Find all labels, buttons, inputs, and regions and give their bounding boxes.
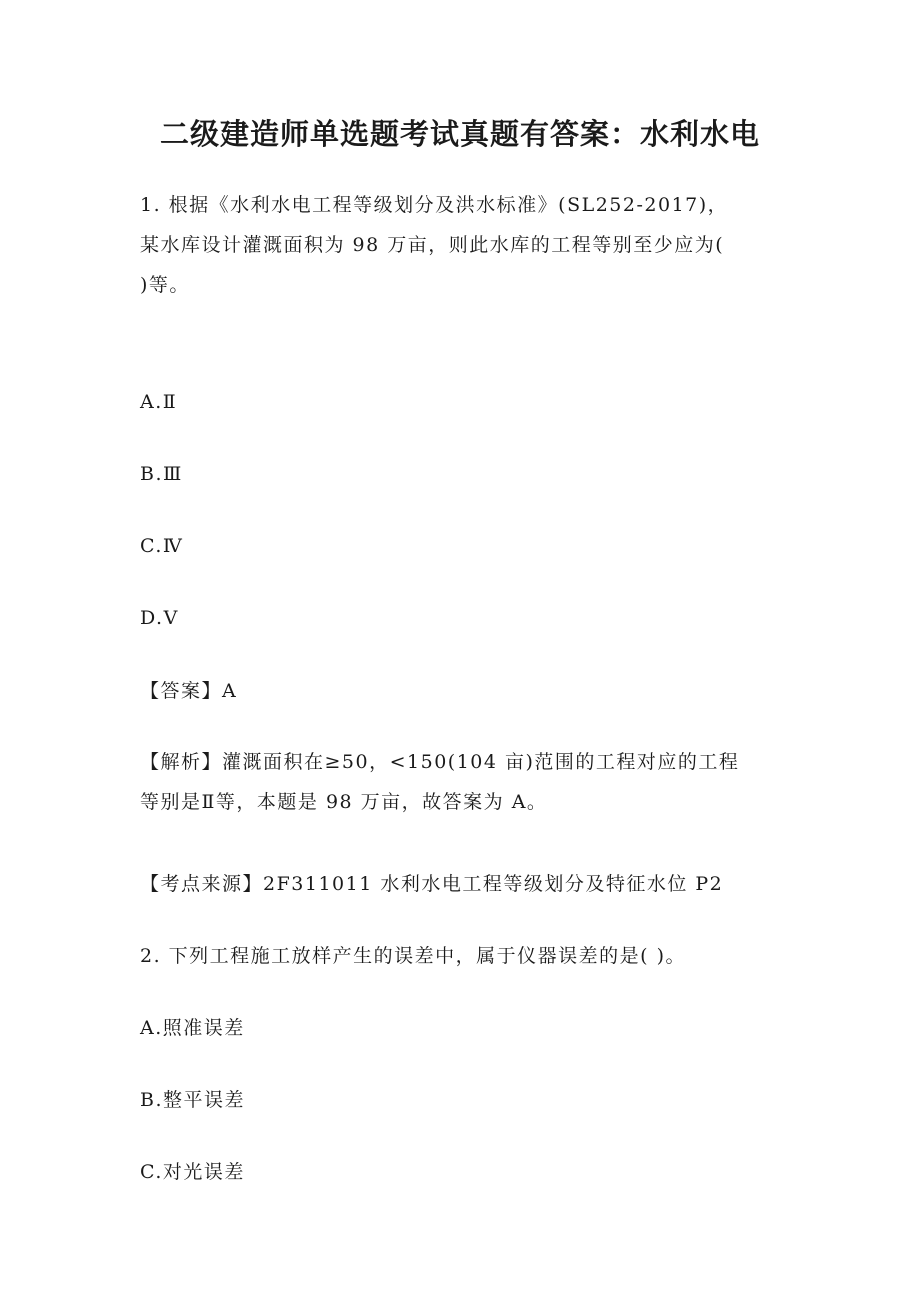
- question-2-option-b: B.整平误差: [140, 1089, 246, 1111]
- question-1-analysis: [140, 742, 800, 822]
- question-1-stem: [140, 185, 800, 305]
- question-1-analysis-line: 【解析】灌溉面积在≥50，<150(104 亩)范围的工程对应的工程: [140, 751, 740, 773]
- question-1-stem-line: 某水库设计灌溉面积为 98 万亩，则此水库的工程等别至少应为(: [140, 234, 725, 256]
- document-title: 二级建造师单选题考试真题有答案：水利水电: [159, 117, 760, 151]
- question-2-option-c: C.对光误差: [140, 1161, 245, 1183]
- question-1-option-b: B.Ⅲ: [140, 463, 183, 485]
- question-1-analysis-line: 等别是Ⅱ等，本题是 98 万亩，故答案为 A。: [140, 791, 548, 813]
- question-1-stem-line: 1. 根据《水利水电工程等级划分及洪水标准》(SL252-2017)，: [140, 194, 729, 216]
- question-2-stem: 2. 下列工程施工放样产生的误差中，属于仪器误差的是( )。: [140, 945, 687, 967]
- question-1-stem-line: )等。: [140, 274, 190, 296]
- question-2-option-a: A.照准误差: [140, 1017, 245, 1039]
- question-1-option-d: D.Ⅴ: [140, 607, 179, 629]
- question-1-source: 【考点来源】2F311011 水利水电工程等级划分及特征水位 P2: [140, 873, 724, 895]
- question-1-option-a: A.Ⅱ: [140, 391, 178, 413]
- question-1-option-c: C.Ⅳ: [140, 535, 184, 557]
- question-1-answer: 【答案】A: [140, 680, 238, 702]
